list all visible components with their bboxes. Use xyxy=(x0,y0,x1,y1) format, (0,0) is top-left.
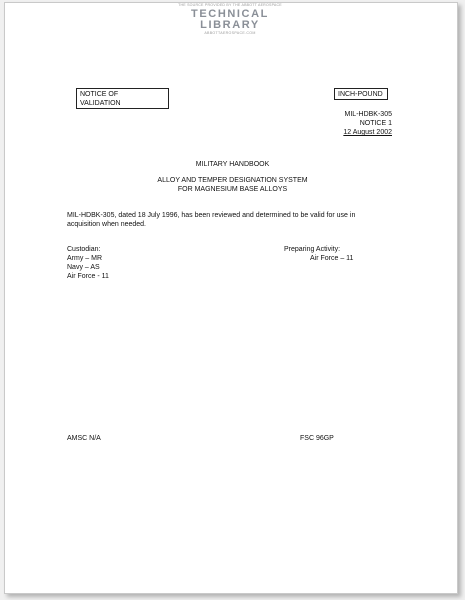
custodian-navy: Navy – AS xyxy=(67,264,100,271)
notice-of-validation-box xyxy=(76,88,169,109)
fsc-code: FSC 96GP xyxy=(300,435,334,442)
title-line-2: FOR MAGNESIUM BASE ALLOYS xyxy=(177,186,288,193)
banner-site: ABBOTTAEROSPACE.COM xyxy=(204,30,256,35)
title-line-1: ALLOY AND TEMPER DESIGNATION SYSTEM xyxy=(157,177,308,184)
handbook-heading: MILITARY HANDBOOK xyxy=(195,161,270,168)
notice-date: 12 August 2002 xyxy=(343,129,392,136)
preparing-activity-label: Preparing Activity: xyxy=(284,246,341,253)
amsc-number: AMSC N/A xyxy=(67,435,101,442)
inch-pound-box xyxy=(334,88,388,100)
doc-id: MIL-HDBK-305 xyxy=(344,111,392,118)
validation-paragraph-line-2: acquisition when needed. xyxy=(67,221,147,228)
document-page xyxy=(4,2,458,594)
notice-line-1: NOTICE OF xyxy=(80,91,119,98)
notice-line-2: VALIDATION xyxy=(80,100,121,107)
banner-title: TECHNICAL LIBRARY xyxy=(191,7,269,31)
technical-library-banner xyxy=(160,4,300,34)
custodian-air-force: Air Force - 11 xyxy=(67,273,109,280)
custodian-label: Custodian: xyxy=(67,246,101,253)
preparing-activity-value: Air Force – 11 xyxy=(310,255,354,262)
notice-number: NOTICE 1 xyxy=(359,120,392,127)
custodian-army: Army – MR xyxy=(67,255,102,262)
banner-source-line: THE SOURCE PROVIDED BY THE ABBOTT AEROSPACE xyxy=(178,3,282,7)
inch-pound-label: INCH-POUND xyxy=(338,91,383,98)
validation-paragraph-line-1: MIL-HDBK-305, dated 18 July 1996, has been reviewed and determined to be valid for use in xyxy=(67,212,356,219)
